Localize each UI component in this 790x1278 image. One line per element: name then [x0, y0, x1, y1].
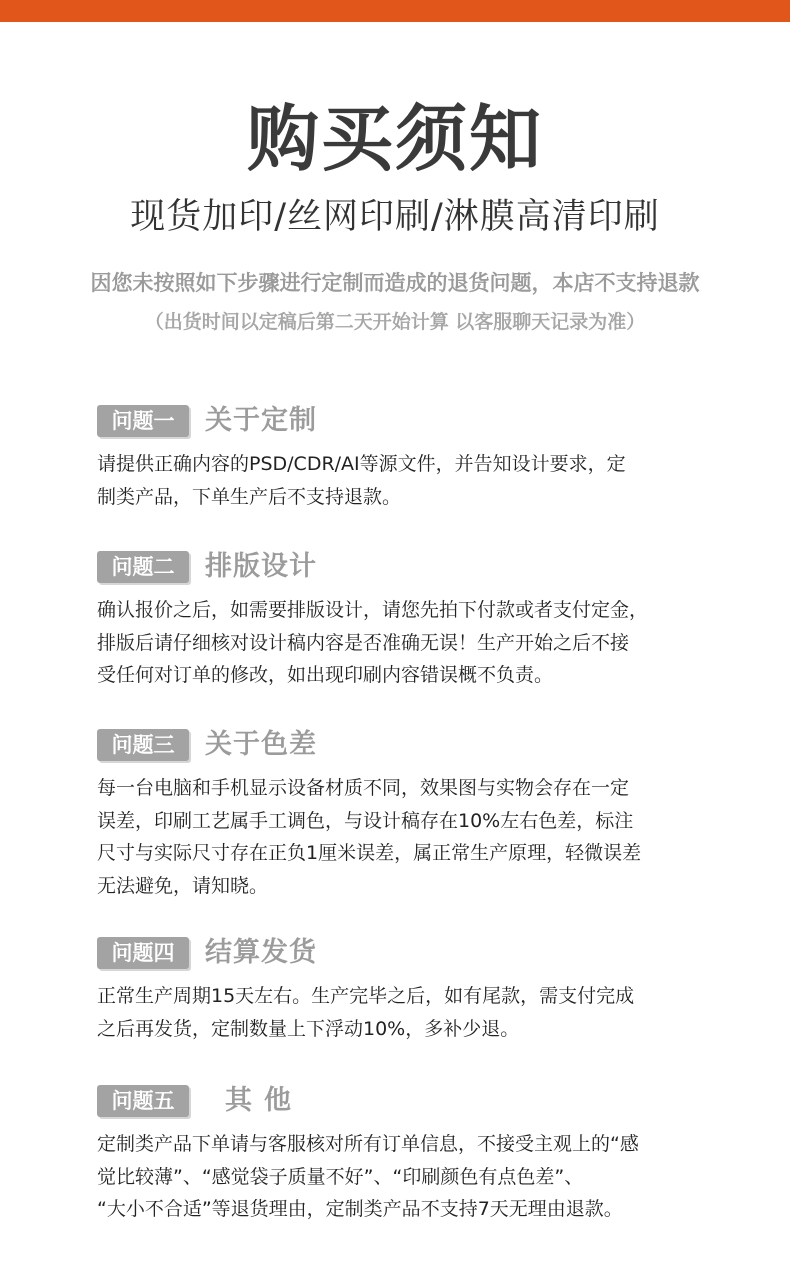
body-line: 尺寸与实际尺寸存在正负1厘米误差，属正常生产原理，轻微误差	[97, 842, 642, 864]
top-accent-bar	[0, 0, 790, 22]
section-title: 关于定制	[205, 405, 317, 436]
section-customization	[97, 402, 717, 513]
body-line: 误差，印刷工艺属手工调色，与设计稿存在10%左右色差，标注	[97, 809, 634, 832]
section-header	[97, 402, 717, 442]
section-body	[97, 980, 717, 1045]
body-line: 定制类产品下单请与客服核对所有订单信息，不接受主观上的“感	[97, 1133, 639, 1155]
body-line: 制类产品，下单生产后不支持退款。	[97, 485, 402, 508]
section-title: 排版设计	[205, 551, 317, 582]
question-badge: 问题四	[97, 937, 189, 969]
body-line: 正常生产周期15天左右。生产完毕之后，如有尾款，需支付完成	[97, 985, 635, 1007]
body-line: 请提供正确内容的PSD/CDR/AI等源文件，并告知设计要求，定	[97, 453, 626, 475]
question-badge: 问题三	[97, 729, 189, 761]
section-body	[97, 1128, 717, 1226]
refund-notice: 因您未按照如下步骤进行定制而造成的退货问题，本店不支持退款	[90, 271, 700, 295]
body-line: 排版后请仔细核对设计稿内容是否准确无误！生产开始之后不接	[97, 631, 630, 654]
section-title: 其他	[225, 1085, 303, 1116]
body-line: “大小不合适”等退货理由，定制类产品不支持7天无理由退款。	[97, 1198, 623, 1220]
page-title: 购买须知	[246, 97, 543, 181]
section-title: 关于色差	[205, 729, 317, 760]
section-color-difference	[97, 726, 717, 902]
section-body	[97, 772, 717, 902]
section-layout-design	[97, 548, 717, 692]
question-badge: 问题一	[97, 405, 189, 437]
section-body	[97, 594, 717, 692]
section-other	[97, 1082, 717, 1226]
body-line: 无法避免，请知晓。	[97, 874, 269, 897]
section-header	[97, 934, 717, 974]
section-body	[97, 448, 717, 513]
body-line: 之后再发货，定制数量上下浮动10%，多补少退。	[97, 1017, 520, 1040]
section-title: 结算发货	[205, 937, 317, 968]
section-header	[97, 548, 717, 588]
body-line: 确认报价之后，如需要排版设计，请您先拍下付款或者支付定金，	[97, 599, 649, 621]
section-settlement-shipping	[97, 934, 717, 1045]
question-badge: 问题五	[97, 1085, 189, 1117]
question-badge: 问题二	[97, 551, 189, 583]
body-line: 每一台电脑和手机显示设备材质不同，效果图与实物会存在一定	[97, 777, 630, 799]
section-header	[97, 726, 717, 766]
shipping-note: （出货时间以定稿后第二天开始计算 以客服聊天记录为准）	[144, 311, 646, 333]
body-line: 觉比较薄”、“感觉袋子质量不好”、“印刷颜色有点色差”、	[97, 1165, 584, 1188]
page-subtitle: 现货加印/丝网印刷/淋膜高清印刷	[130, 197, 660, 237]
section-header	[97, 1082, 717, 1122]
body-line: 受任何对订单的修改，如出现印刷内容错误概不负责。	[97, 664, 554, 686]
